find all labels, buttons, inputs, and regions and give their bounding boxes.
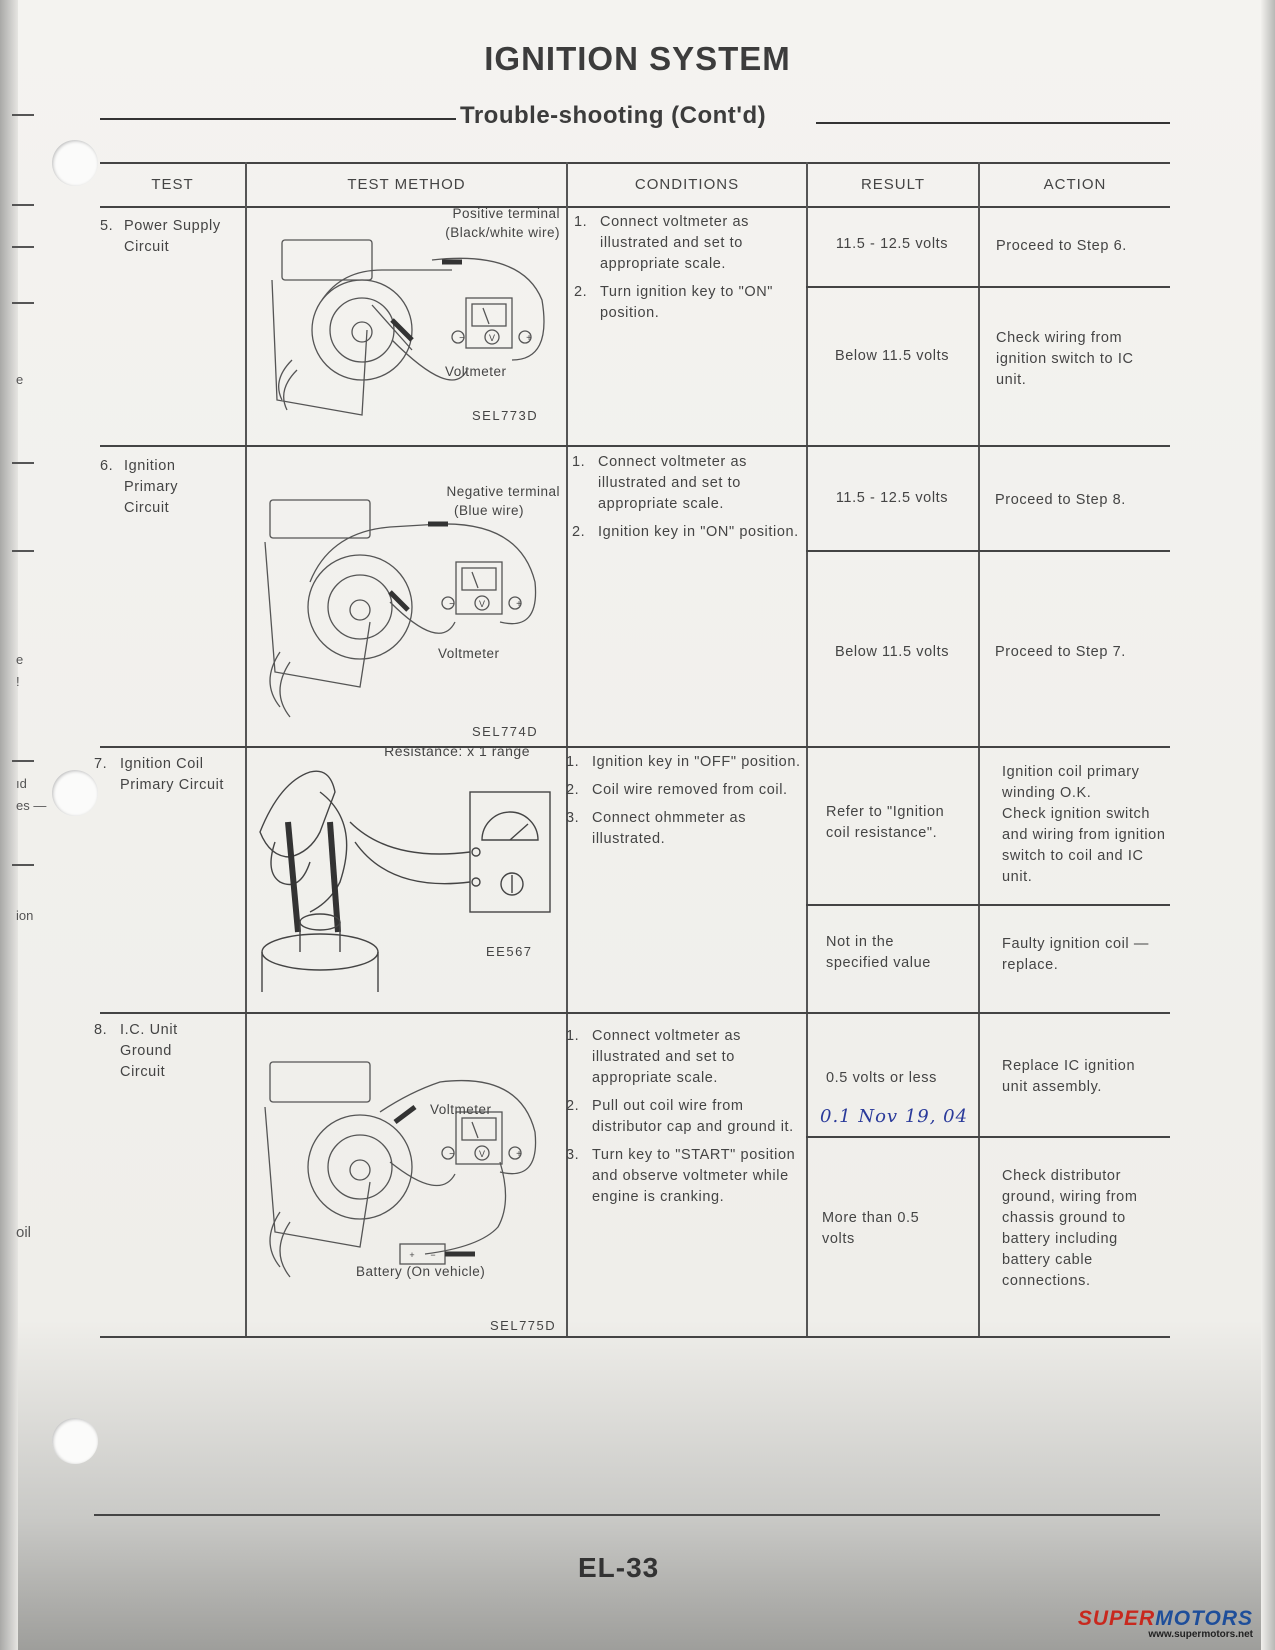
column-header-conditions: CONDITIONS [634,176,740,193]
ohmmeter-diagram [250,762,560,1002]
test-name: Power Supply Circuit [124,218,221,255]
svg-text:−: − [430,1250,436,1260]
figure-label: Battery (On vehicle) [356,1264,486,1279]
section-header [100,100,1170,136]
punch-hole [52,1418,98,1464]
action-text: Check wiring from ignition switch to IC unit. [996,330,1134,388]
punch-hole [52,140,98,186]
figure-label: (Blue wire) [453,503,524,518]
page-title: IGNITION SYSTEM [484,40,791,77]
figure-label: Voltmeter [438,646,500,661]
condition-item: 1. Connect voltmeter as illustrated and set to appropriate scale. [566,1028,742,1086]
conditions-list [574,212,800,331]
figure-label: Resistance: x 1 range [384,743,530,759]
svg-text:+: + [526,333,532,344]
page-number: EL-33 [578,1552,660,1583]
footer-rule [94,1514,1160,1516]
figure-label: (Black/white wire) [445,225,560,240]
margin-fragment: oil [16,1224,32,1241]
action-text: Proceed to Step 6. [996,238,1127,254]
conditions-list [566,752,802,857]
condition-item: 1. Connect voltmeter as illustrated and set to appropriate scale. [574,214,750,272]
figure-label: Positive terminal [452,206,560,221]
condition-item: 3. Turn key to "START" position and observe voltmeter while engine is cranking. [566,1147,796,1205]
result-value: Below 11.5 volts [834,644,950,660]
result-value: 11.5 - 12.5 volts [835,236,949,252]
svg-text:−: − [459,333,465,344]
figure-label: Voltmeter [445,364,507,379]
result-value: 11.5 - 12.5 volts [835,490,949,506]
test-name: Ignition Primary Circuit [124,458,179,516]
action-text: Faulty ignition coil — replace. [1002,936,1149,973]
figure-code: SEL774D [472,724,539,739]
column-header-test-method: TEST METHOD [347,176,466,193]
voltmeter-diagram [252,210,560,438]
result-value: More than 0.5 volts [822,1210,920,1247]
figure-code: SEL773D [472,408,539,423]
test-name: Ignition Coil Primary Circuit [120,756,225,793]
svg-text:+: + [516,599,522,610]
action-text: Ignition coil primary winding O.K. Check ignition switch and wiring from ignition switch to coil and IC unit. [1002,764,1166,885]
result-value: 0.5 volts or less [826,1070,937,1086]
result-value: Refer to "Ignition coil resistance". [826,804,945,841]
margin-fragment: e [16,652,24,667]
test-number: 5. [100,218,114,234]
voltmeter-battery-diagram [250,1052,560,1322]
test-number: 8. [94,1022,108,1038]
svg-text:−: − [449,599,455,610]
column-header-result: RESULT [860,176,926,193]
action-text: Replace IC ignition unit assembly. [1002,1058,1136,1095]
column-header-test: TEST [151,176,194,193]
figure-code: EE567 [486,944,533,959]
margin-fragment: ıd [16,776,27,791]
figure-label: Voltmeter [430,1102,492,1117]
margin-fragment: es — [16,798,47,813]
svg-text:+: + [516,1149,522,1160]
svg-text:+: + [409,1250,415,1260]
condition-item: 2. Pull out coil wire from distributor cap and ground it. [566,1098,794,1135]
page-edge [1261,0,1275,1650]
condition-item: 3. Connect ohmmeter as illustrated. [566,810,747,847]
action-text: Proceed to Step 8. [995,492,1126,508]
test-name: I.C. Unit Ground Circuit [120,1022,178,1080]
result-value: Not in the specified value [826,934,931,971]
svg-text:V: V [478,599,486,609]
condition-item: 2. Ignition key in "ON" position. [572,524,799,540]
action-text: Proceed to Step 7. [995,644,1126,660]
result-value: Below 11.5 volts [834,348,950,364]
svg-text:V: V [488,333,496,343]
condition-item: 2. Turn ignition key to "ON" position. [574,284,774,321]
punch-hole [52,770,98,816]
margin-fragment: e [16,372,24,387]
condition-item: 2. Coil wire removed from coil. [566,782,788,798]
trouble-shooting-table [94,162,1170,1338]
action-text: Check distributor ground, wiring from chassis ground to battery including battery cable connections. [1002,1168,1138,1289]
test-number: 6. [100,458,114,474]
section-subtitle: Trouble-shooting (Cont'd) [460,102,767,129]
condition-item: 1. Ignition key in "OFF" position. [566,754,801,770]
watermark-logo: SUPERMOTORS [1077,1607,1253,1630]
condition-item: 1. Connect voltmeter as illustrated and set to appropriate scale. [572,454,748,512]
svg-text:V: V [478,1149,486,1159]
watermark [1078,1607,1253,1640]
column-header-action: ACTION [1043,176,1107,193]
test-number: 7. [94,756,108,772]
figure-label: Negative terminal [446,484,560,499]
margin-fragment: ion [16,908,34,923]
margin-fragment: ! [16,674,20,689]
handwritten-note: 0.1 Nov 19, 04 [820,1106,969,1127]
conditions-list [572,452,800,550]
conditions-list [566,1026,802,1215]
svg-text:−: − [449,1149,455,1160]
figure-code: SEL775D [490,1318,557,1333]
watermark-url: www.supermotors.net [1148,1629,1253,1640]
